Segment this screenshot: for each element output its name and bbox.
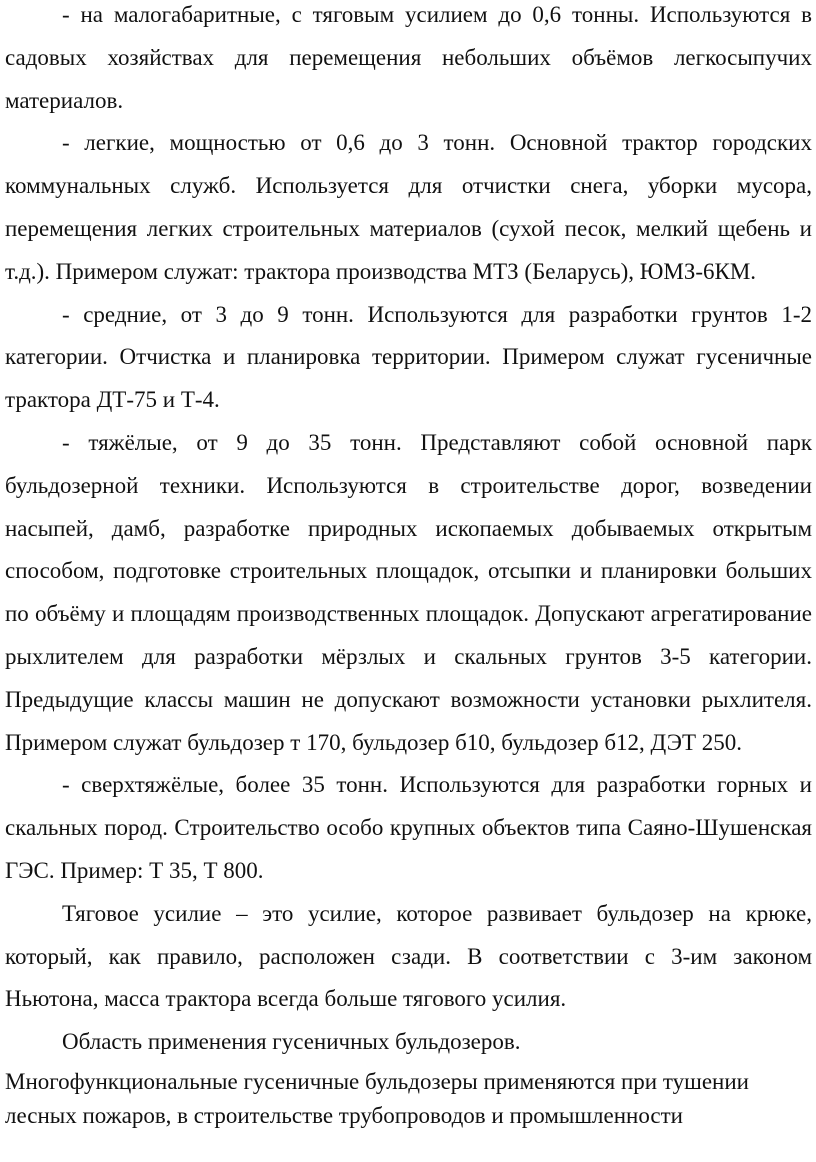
paragraph-traction-force: Тяговое усилие – это усилие, которое развивает бульдозер на крюке, который, как правило, расположен сзади. В соответствии с 3-им законом Ньютона, масса трактора всегда больше тягового усилия.: [5, 900, 812, 1012]
paragraph-superheavy-class: - сверхтяжёлые, более 35 тонн. Используются для разработки горных и скальных пород. Строительство особо крупных объектов типа Саяно-Шушенская ГЭС. Пример: Т 35, Т 800.: [5, 772, 812, 883]
paragraph-light-class: - легкие, мощностью от 0,6 до 3 тонн. Основной трактор городских коммунальных служб. Используется для отчистки снега, уборки мусора, перемещения легких строительных материалов (сухой песок, мелкий щебень и т.д.). Примером служат: трактора производства МТЗ (Беларусь), ЮМЗ-6КМ.: [5, 130, 812, 284]
paragraph-heavy-class: - тяжёлые, от 9 до 35 тонн. Представляют собой основной парк бульдозерной техники. Используются в строительстве дорог, возведении насыпей, дамб, разработке природных ископаемых добываемых открытым способом, подготовке строительных площадок, отсыпки и планировки больших по объёму и площадям производственных площадок. Допускают агрегатирование рыхлителем для разработки мёрзлых и скальных грунтов 3-5 категории. Предыдущие классы машин не допускают возможности установки рыхлителя. Примером служат бульдозер т 170, бульдозер б10, бульдозер б12, ДЭТ 250.: [5, 429, 812, 755]
paragraph-small-class: - на малогабаритные, с тяговым усилием до 0,6 тонны. Используются в садовых хозяйствах для перемещения небольших объёмов легкосыпучих материалов.: [5, 2, 812, 113]
section-heading: Область применения гусеничных бульдозеров.: [62, 1029, 521, 1055]
paragraph-applications: Многофункциональные гусеничные бульдозеры применяются при тушении лесных пожаров, в строительстве трубопроводов и промышленности: [5, 1068, 749, 1128]
paragraph-medium-class: - средние, от 3 до 9 тонн. Используются для разработки грунтов 1-2 категории. Отчистка и планировка территории. Примером служат гусеничные трактора ДТ-75 и Т-4.: [5, 301, 812, 413]
